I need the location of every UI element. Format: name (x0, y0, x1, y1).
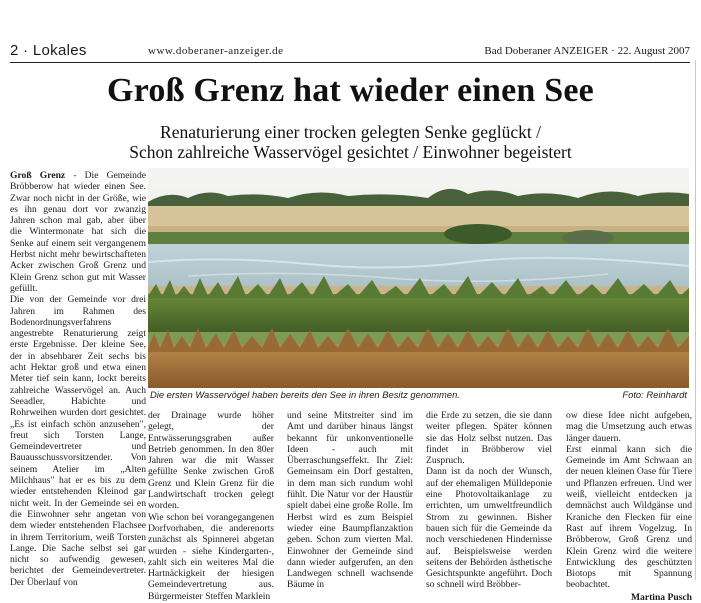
article-headline: Groß Grenz hat wieder einen See (107, 72, 594, 109)
paragraph: ow diese Idee nicht aufgeben, mag die Umsetzung auch etwas länger dauern. (566, 410, 692, 444)
paragraph (10, 170, 146, 294)
publication-date: Bad Doberaner ANZEIGER · 22. August 2007 (484, 45, 690, 57)
paragraph: Erst einmal kann sich die Gemeinde im Amt Schwaan an der neuen kleinen Oase für Tiere und Pflanzen erfreuen. Und wer weiß, vielleicht entdecken ja demnächst auch Wildgänse und Kraniche den Flecken für eine Rast auf ihrem Vogelzug. In Bröbberow, Groß Grenz und Klein Grenz wird die weitere Entwicklung des geschützten Biotops mit Spannung beobachtet. (566, 443, 692, 591)
text-column-4 (426, 410, 552, 591)
subhead-line-1: Renaturierung einer trocken gelegten Senke geglückt / (160, 122, 541, 142)
subhead-line-2: Schon zahlreiche Wasservögel gesichtet / Einwohner begeistert (129, 142, 572, 162)
section-label: 2 · Lokales (10, 42, 87, 59)
paragraph: Wie schon bei vorangegangenen Dorfvorhaben, die anderenorts zunächst als Spinnerei abgetan wurden - siehe Kindergarten-, zahlt sich ein weiteres Mal die Hartnäckigkeit der hiesigen Gemeindevertretung aus. Bürgermeister Steffen Marklein (148, 511, 274, 602)
photo-credit: Foto: Reinhardt (622, 389, 687, 400)
text-column-5 (566, 410, 692, 603)
lake-photo (148, 168, 689, 388)
paragraph: der Drainage wurde höher gelegt, der Entwässerungsgraben außer Betrieb genommen. In den 80er Jahren war die mit Wasser gefüllte Senke zwischen Groß Grenz und Klein Grenz für die Landwirtschaft trocken gelegt worden. (148, 410, 274, 512)
author-name: Martina Pusch (630, 591, 692, 603)
lake-landscape-image (148, 168, 689, 388)
page-header (10, 42, 690, 63)
photo-caption (150, 389, 687, 403)
text-column-2 (148, 410, 274, 602)
text-column-3 (287, 410, 413, 591)
text-column-1 (10, 170, 146, 588)
caption-text: Die ersten Wasservögel haben bereits den See in ihren Besitz genommen. (150, 389, 460, 400)
article-subhead (0, 122, 701, 162)
paragraph-text: - Die Gemeinde Bröbberow hat wieder einen See. Zwar noch nicht in der Größe, wie es ihn genau dort vor zwanzig Jahren schon mal gab, aber über die Wintermonate hat sich die Senke auf einem seit vergangenem Herbst nicht mehr bewirtschafteten Acker zwischen Groß Grenz und Klein Grenz schon gut mit Wasser gefüllt. (10, 170, 147, 294)
paragraph: Die von der Gemeinde vor drei Jahren im Rahmen des Bodenordnungsverfahrens angestrebte Renaturierung zeigt erste Ergebnisse. Der kleine See, der in absehbarer Zeit sechs bis acht Hektar groß und etwa einen Meter tief sein kann, lockt bereits zahlreiche Wasservögel an. Auch Seeadler, Habichte und Rohrweihen wurden dort gesichtet. „Es ist einfach schön anzusehen", freut sich Torsten Lange, Gemeindevertreter und Bauausschussvorsitzender. Von seinem Atelier im „Alten Milchhaus" hat er es bis zu dem wieder entstehenden Kleinod gar nicht weit. In der Gemeinde sei en die Einwohner sehr angetan von dem wieder entstehenden Flachsee in ihrem Territorium, weiß Torsten Lange. Die Sache selbst sei gar nicht so aufwendig gewesen, berichtet der Gemeindevertreter. Der Überlauf von (10, 294, 146, 588)
paragraph: Dann ist da noch der Wunsch, auf der ehemaligen Mülldeponie eine Photovoltaikanlage zu errichten, um umweltfreundlich Strom zu gewinnen. Bisher bauen sich für die Gemeinde da noch verschiedenen Hindernisse auf. Beispielsweise werden seitens der Behörden ästhetische Gesichtspunkte angeführt. Doch so schnell wird Bröbber- (426, 466, 552, 591)
paragraph: die Erde zu setzen, die sie dann weiter pflegen. Später können sie das Holz selbst nutzen. Das findet in Bröbberow viel Zuspruch. (426, 410, 552, 467)
paragraph: und seine Mitstreiter sind im Amt und darüber hinaus längst bekannt für unkonventionelle Ideen - auch mit Überraschungseffekt. Ihr Ziel: Gemeinsam ein Dorf gestalten, in dem man sich rundum wohl fühlt. Die Natur vor der Haustür spielt dabei eine große Rolle. Im Herbst wird es zum Beispiel wieder eine Baumpflanzaktion geben. Schon zum vierten Mal. Einwohner der Gemeinde sind dann wieder aufgerufen, an den Landwegen schnell wachsende Bäume in (287, 410, 413, 591)
dateline: Groß Grenz (10, 170, 66, 181)
website-url: www.doberaner-anzeiger.de (148, 45, 284, 57)
